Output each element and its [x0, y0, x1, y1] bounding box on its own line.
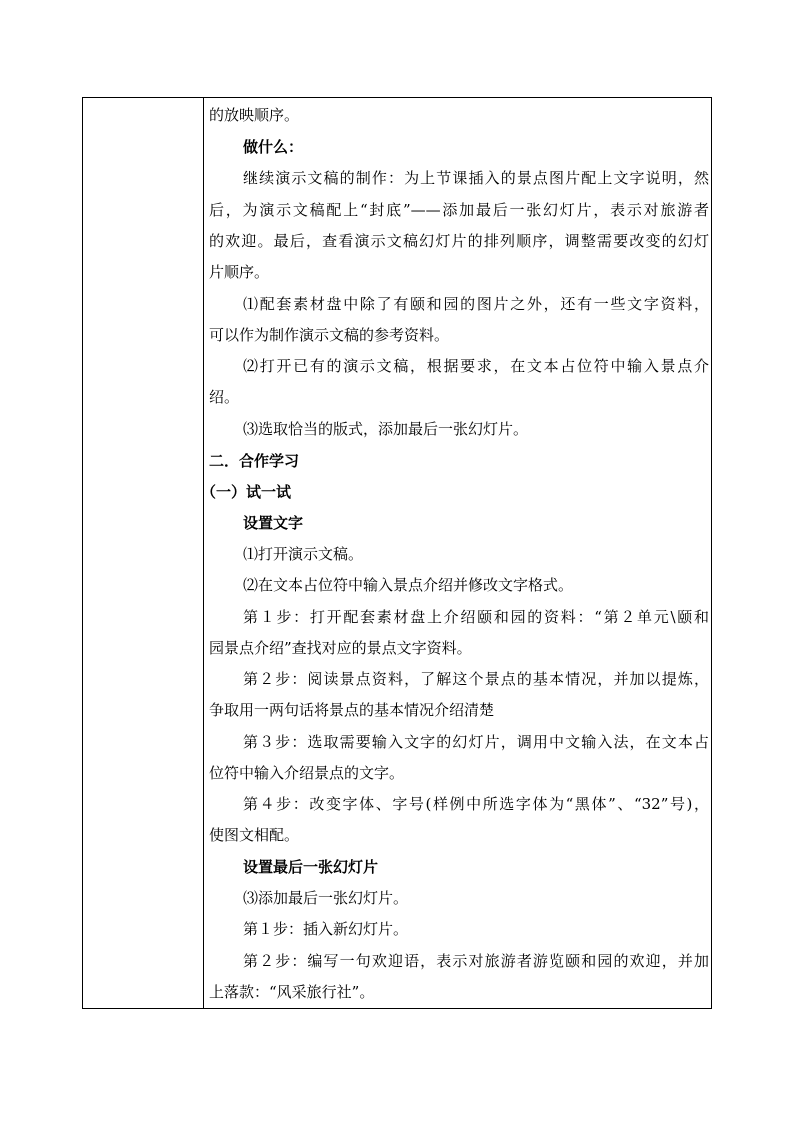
text-line: 第１步：插入新幻灯片。: [243, 920, 409, 938]
text-line: 第３步：选取需要输入文字的幻灯片，调用中文输入法，在文本占: [243, 733, 709, 751]
heading-what-to-do: 做什么：: [243, 138, 304, 156]
text-line: ⑵打开已有的演示文稿，根据要求，在文本占位符中输入景点介: [243, 357, 709, 375]
text-line: ⑵在文本占位符中输入景点介绍并修改文字格式。: [243, 576, 574, 594]
text-line: 片顺序。: [209, 263, 270, 281]
column-divider: [203, 98, 204, 1008]
text-line: 争取用一两句话将景点的基本情况介绍清楚: [209, 701, 495, 719]
text-line: 位符中输入介绍景点的文字。: [209, 764, 405, 782]
text-line: 可以作为制作演示文稿的参考资料。: [209, 326, 450, 344]
text-line: ⑴配套素材盘中除了有颐和园的图片之外，还有一些文字资料，: [243, 295, 709, 313]
text-line: 第２步：编写一句欢迎语，表示对旅游者游览颐和园的欢迎，并加: [243, 952, 709, 970]
text-line: ⑶选取恰当的版式，添加最后一张幻灯片。: [243, 420, 529, 438]
text-line: ⑶添加最后一张幻灯片。: [243, 889, 409, 907]
text-line: 上落款：“风采旅行社”。: [209, 983, 375, 1001]
text-line: ⑴打开演示文稿。: [243, 545, 364, 563]
text-line: 第２步：阅读景点资料，了解这个景点的基本情况，并加以提炼，: [243, 670, 709, 688]
text-line: 园景点介绍”查找对应的景点文字资料。: [209, 639, 472, 657]
heading-set-last-slide: 设置最后一张幻灯片: [243, 858, 379, 876]
text-line: 继续演示文稿的制作：为上节课插入的景点图片配上文字说明，然: [243, 169, 709, 187]
text-line: 第１步：打开配套素材盘上介绍颐和园的资料：“第２单元\颐和: [243, 608, 709, 626]
subsection-heading-try-it: （一）试一试: [201, 483, 292, 501]
heading-set-text: 设置文字: [243, 514, 304, 532]
text-line: 的放映顺序。: [209, 106, 300, 124]
text-line: 绍。: [209, 388, 240, 406]
text-line: 第４步：改变字体、字号(样例中所选字体为“黑体”、“32”号)，: [243, 795, 709, 813]
text-line: 后，为演示文稿配上“封底”——添加最后一张幻灯片，表示对旅游者: [209, 201, 709, 219]
lesson-table: [82, 97, 712, 1009]
section-heading-cooperative-learning: 二．合作学习: [209, 452, 300, 470]
text-line: 的欢迎。最后，查看演示文稿幻灯片的排列顺序，调整需要改变的幻灯: [209, 232, 709, 250]
text-line: 使图文相配。: [209, 826, 300, 844]
